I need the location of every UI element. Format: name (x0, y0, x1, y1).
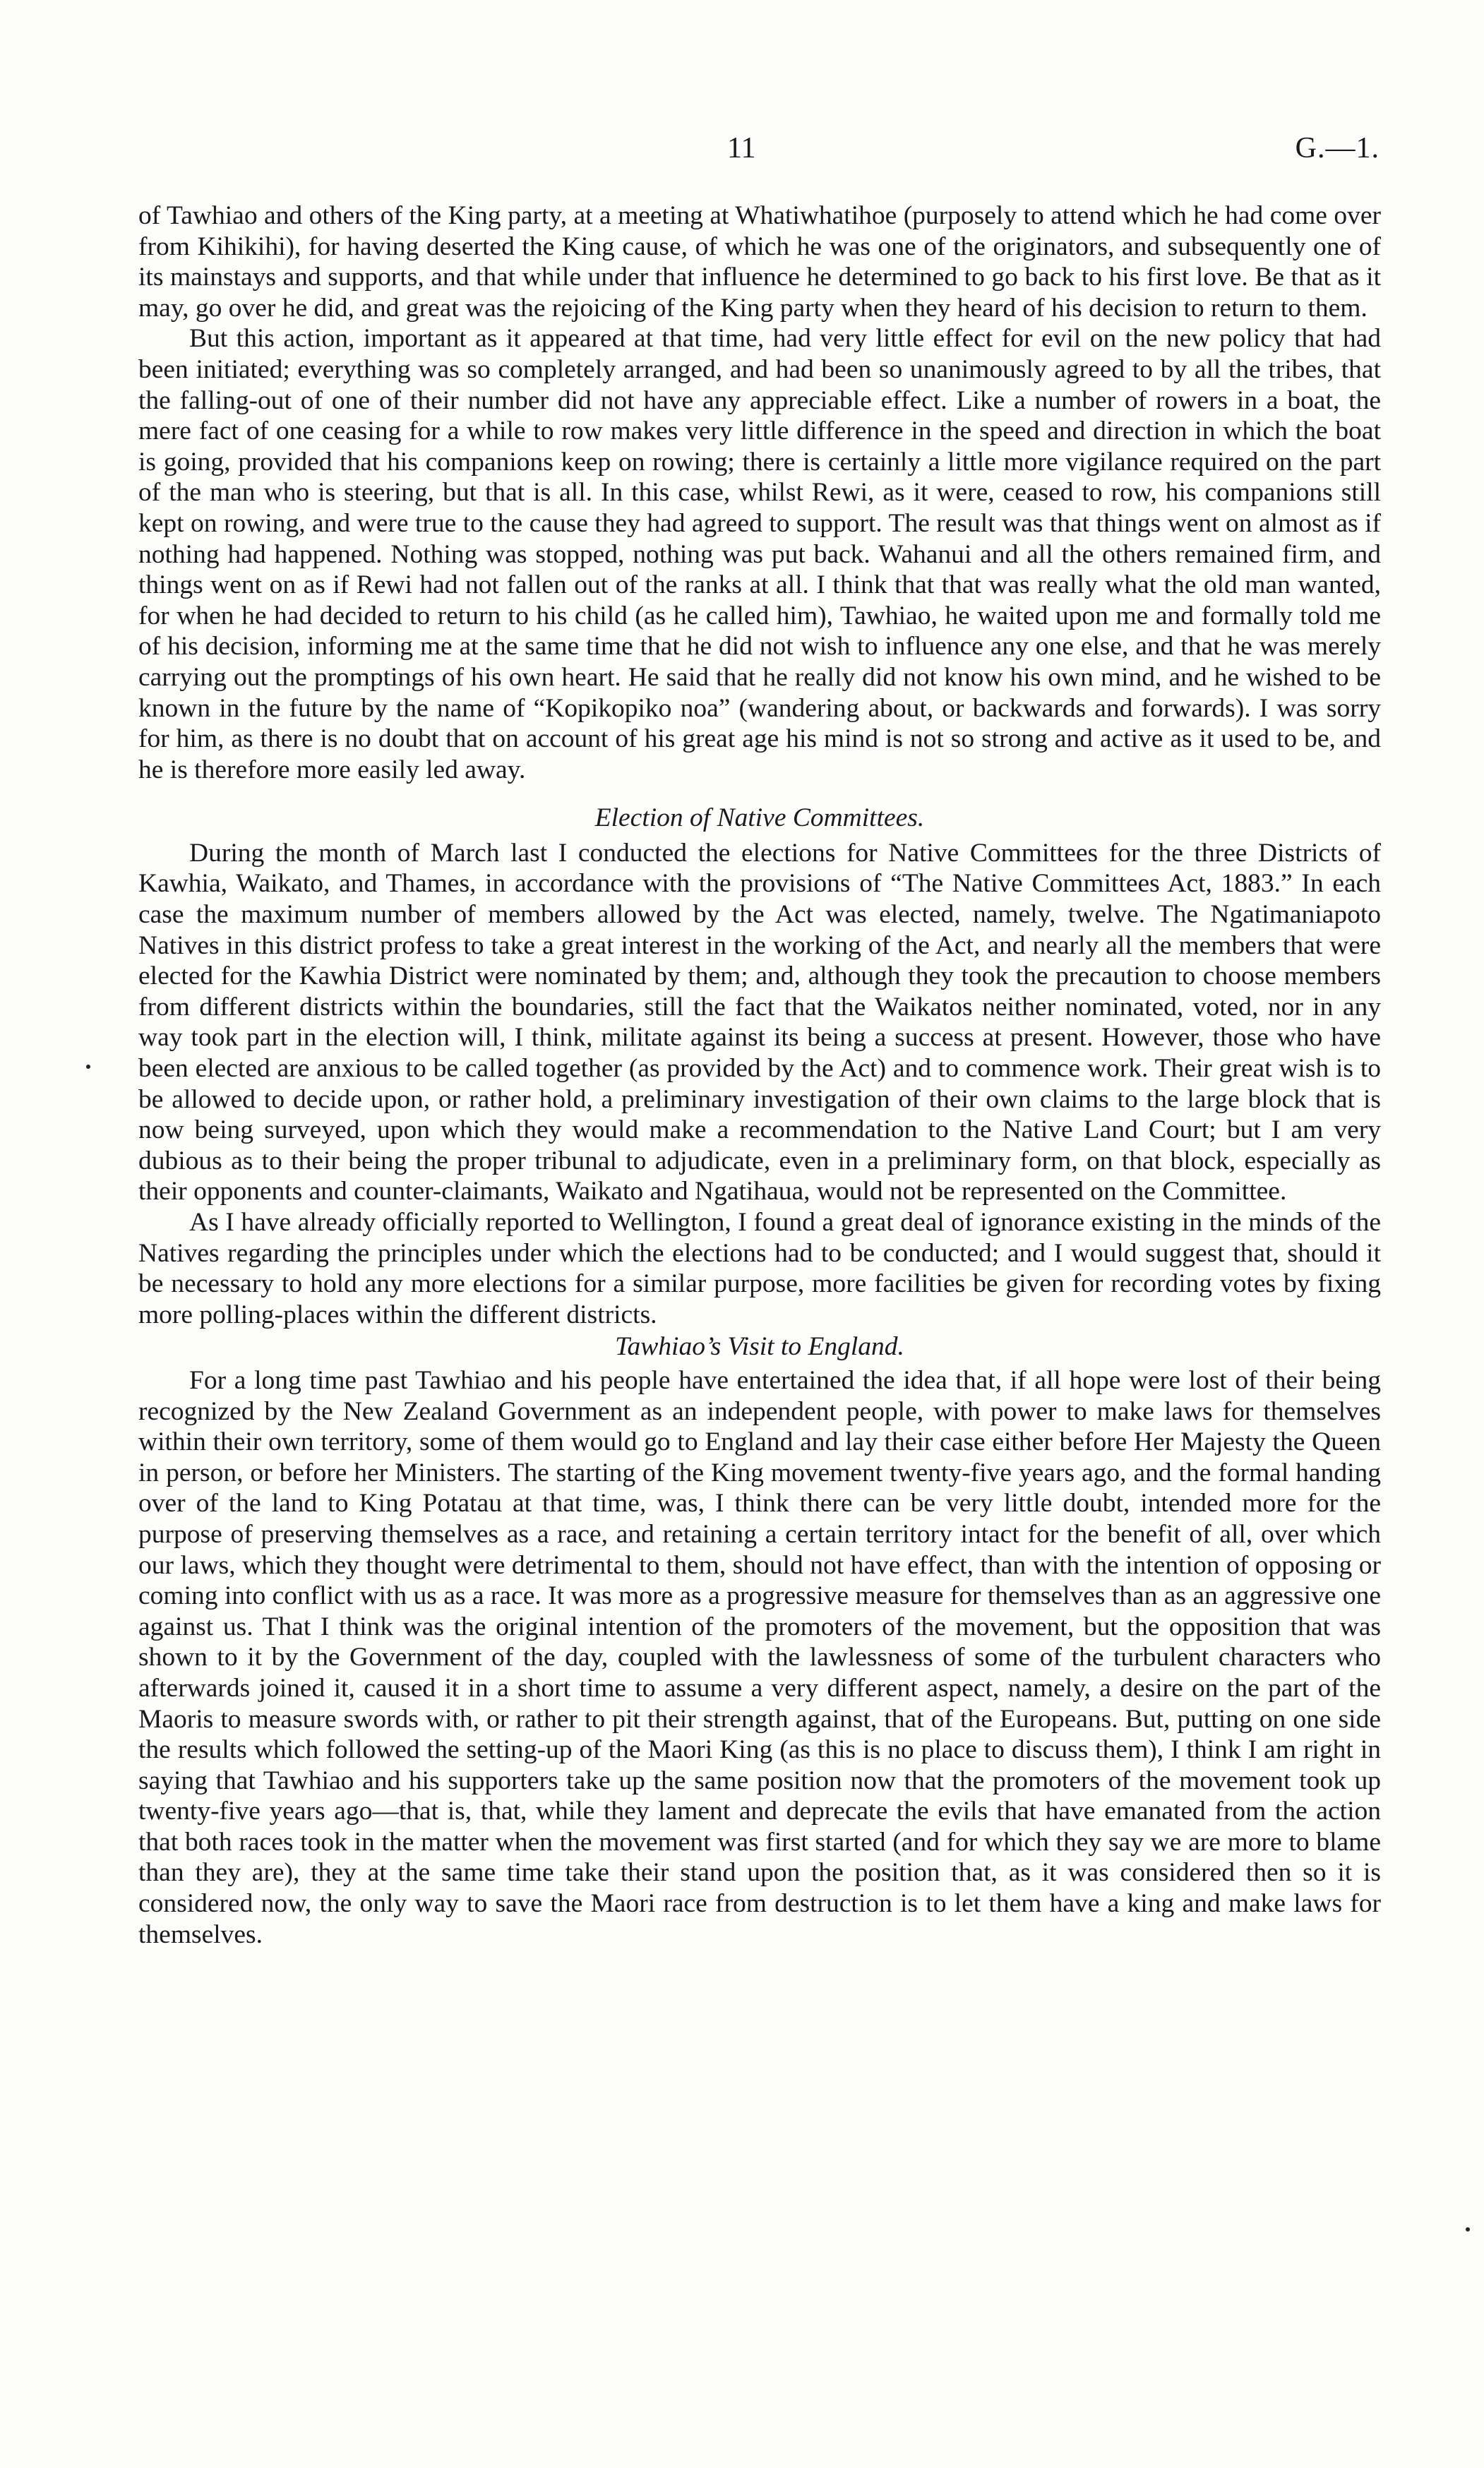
section-heading-election: Election of Native Committees. (594, 803, 925, 833)
document-reference: G.—1. (1295, 132, 1380, 164)
margin-mark (86, 1065, 90, 1069)
paragraph-continued: of Tawhiao and others of the King party, at a meeting at Whatiwhatihoe (purposely to attend which he had come over from Kihikihi), for having deserted the King cause, of which he was one of the originators, and subsequently one of its mainstays and supports, and that while under that influence he determined to go back to his first love. Be that as it may, go over he did, and great was the rejoicing of the King party when they heard of his decision to return to them. (138, 201, 1381, 323)
paragraph-rewi: But this action, important as it appeared at that time, had very little effect for evil on the new policy that had been initiated; everything was so completely arranged, and had been so unanimously agreed to by all the tribes, that the falling-out of one of their number did not have any appreciable effect. Like a number of rowers in a boat, the mere fact of one ceasing for a while to row makes very little difference in the speed and direction in which the boat is going, provided that his companions keep on rowing; there is certainly a little more vigilance required on the part of the man who is steering, but that is all. In this case, whilst Rewi, as it were, ceased to row, his companions still kept on rowing, and were true to the cause they had agreed to support. The result was that things went on almost as if nothing had happened. Nothing was stopped, nothing was put back. Wahanui and all the others remained firm, and things went on as if Rewi had not fallen out of the ranks at all. I think that that was really what the old man wanted, for when he had decided to return to his child (as he called him), Tawhiao, he waited upon me and formally told me of his decision, informing me at the same time that he did not wish to influence any one else, and that he was merely carrying out the promptings of his own heart. He said that he really did not know his own mind, and he wished to be known in the future by the name of “Kopikopiko noa” (wandering about, or backwards and forwards). I was sorry for him, as there is no doubt that on account of his great age his mind is not so strong and active as it used to be, and he is therefore more easily led away. (138, 324, 1381, 784)
page-header (0, 131, 1484, 181)
paragraph-polling: As I have already officially reported to Wellington, I found a great deal of ignorance existing in the minds of the Natives regarding the principles under which the elections had to be conducted; and I would suggest that, should it be necessary to hold any more elections for a similar purpose, more facilities be given for recording votes by fixing more polling-places within the different districts. (138, 1208, 1381, 1329)
paragraph-elections: During the month of March last I conducted the elections for Native Committees for the three Districts of Kawhia, Waikato, and Thames, in accordance with the provisions of “The Native Committees Act, 1883.” In each case the maximum number of members allowed by the Act was elected, namely, twelve. The Ngatimaniapoto Natives in this district profess to take a great interest in the working of the Act, and nearly all the members that were elected for the Kawhia District were nominated by them; and, although they took the precaution to choose members from different districts within the boundaries, still the fact that the Waikatos neither nominated, voted, nor in any way took part in the election will, I think, militate against its being a success at present. However, those who have been elected are anxious to be called together (as provided by the Act) and to commence work. Their great wish is to be allowed to decide upon, or rather hold, a preliminary investigation of their own claims to the large block that is now being surveyed, upon which they would make a recommendation to the Native Land Court; but I am very dubious as to their being the proper tribunal to adjudicate, even in a preliminary form, on that block, especially as their opponents and counter-claimants, Waikato and Ngatihaua, would not be represented on the Committee. (138, 838, 1381, 1206)
section-heading-visit: Tawhiao’s Visit to England. (615, 1332, 904, 1362)
page-number: 11 (727, 132, 756, 164)
margin-mark (1466, 2227, 1470, 2232)
paragraph-visit: For a long time past Tawhiao and his people have entertained the idea that, if all hope were lost of their being recognized by the New Zealand Government as an independent people, with power to make laws for themselves within their own territory, some of them would go to England and lay their case either before Her Majesty the Queen in person, or before her Ministers. The starting of the King movement twenty-five years ago, and the formal handing over of the land to King Potatau at that time, was, I think there can be very little doubt, intended more for the purpose of preserving themselves as a race, and retaining a certain territory intact for the benefit of all, over which our laws, which they thought were detrimental to them, should not have effect, than with the intention of opposing or coming into conflict with us as a race. It was more as a progressive measure for themselves than as an aggressive one against us. That I think was the original intention of the promoters of the movement, but the opposition that was shown to it by the Government of the day, coupled with the lawlessness of some of the turbulent characters who afterwards joined it, caused it in a short time to assume a very different aspect, namely, a desire on the part of the Maoris to measure swords with, or rather to pit their strength against, that of the Europeans. But, putting on one side the results which followed the setting-up of the Maori King (as this is no place to discuss them), I think I am right in saying that Tawhiao and his supporters take up the same position now that the promoters of the movement took up twenty-five years ago—that is, that, while they lament and deprecate the evils that have emanated from the action that both races took in the matter when the movement was first started (and for which they say we are more to blame than they are), they at the same time take their stand upon the position that, as it was considered then so it is considered now, the only way to save the Maori race from destruction is to let them have a king and make laws for themselves. (138, 1365, 1381, 1949)
body-text (138, 200, 1381, 1950)
